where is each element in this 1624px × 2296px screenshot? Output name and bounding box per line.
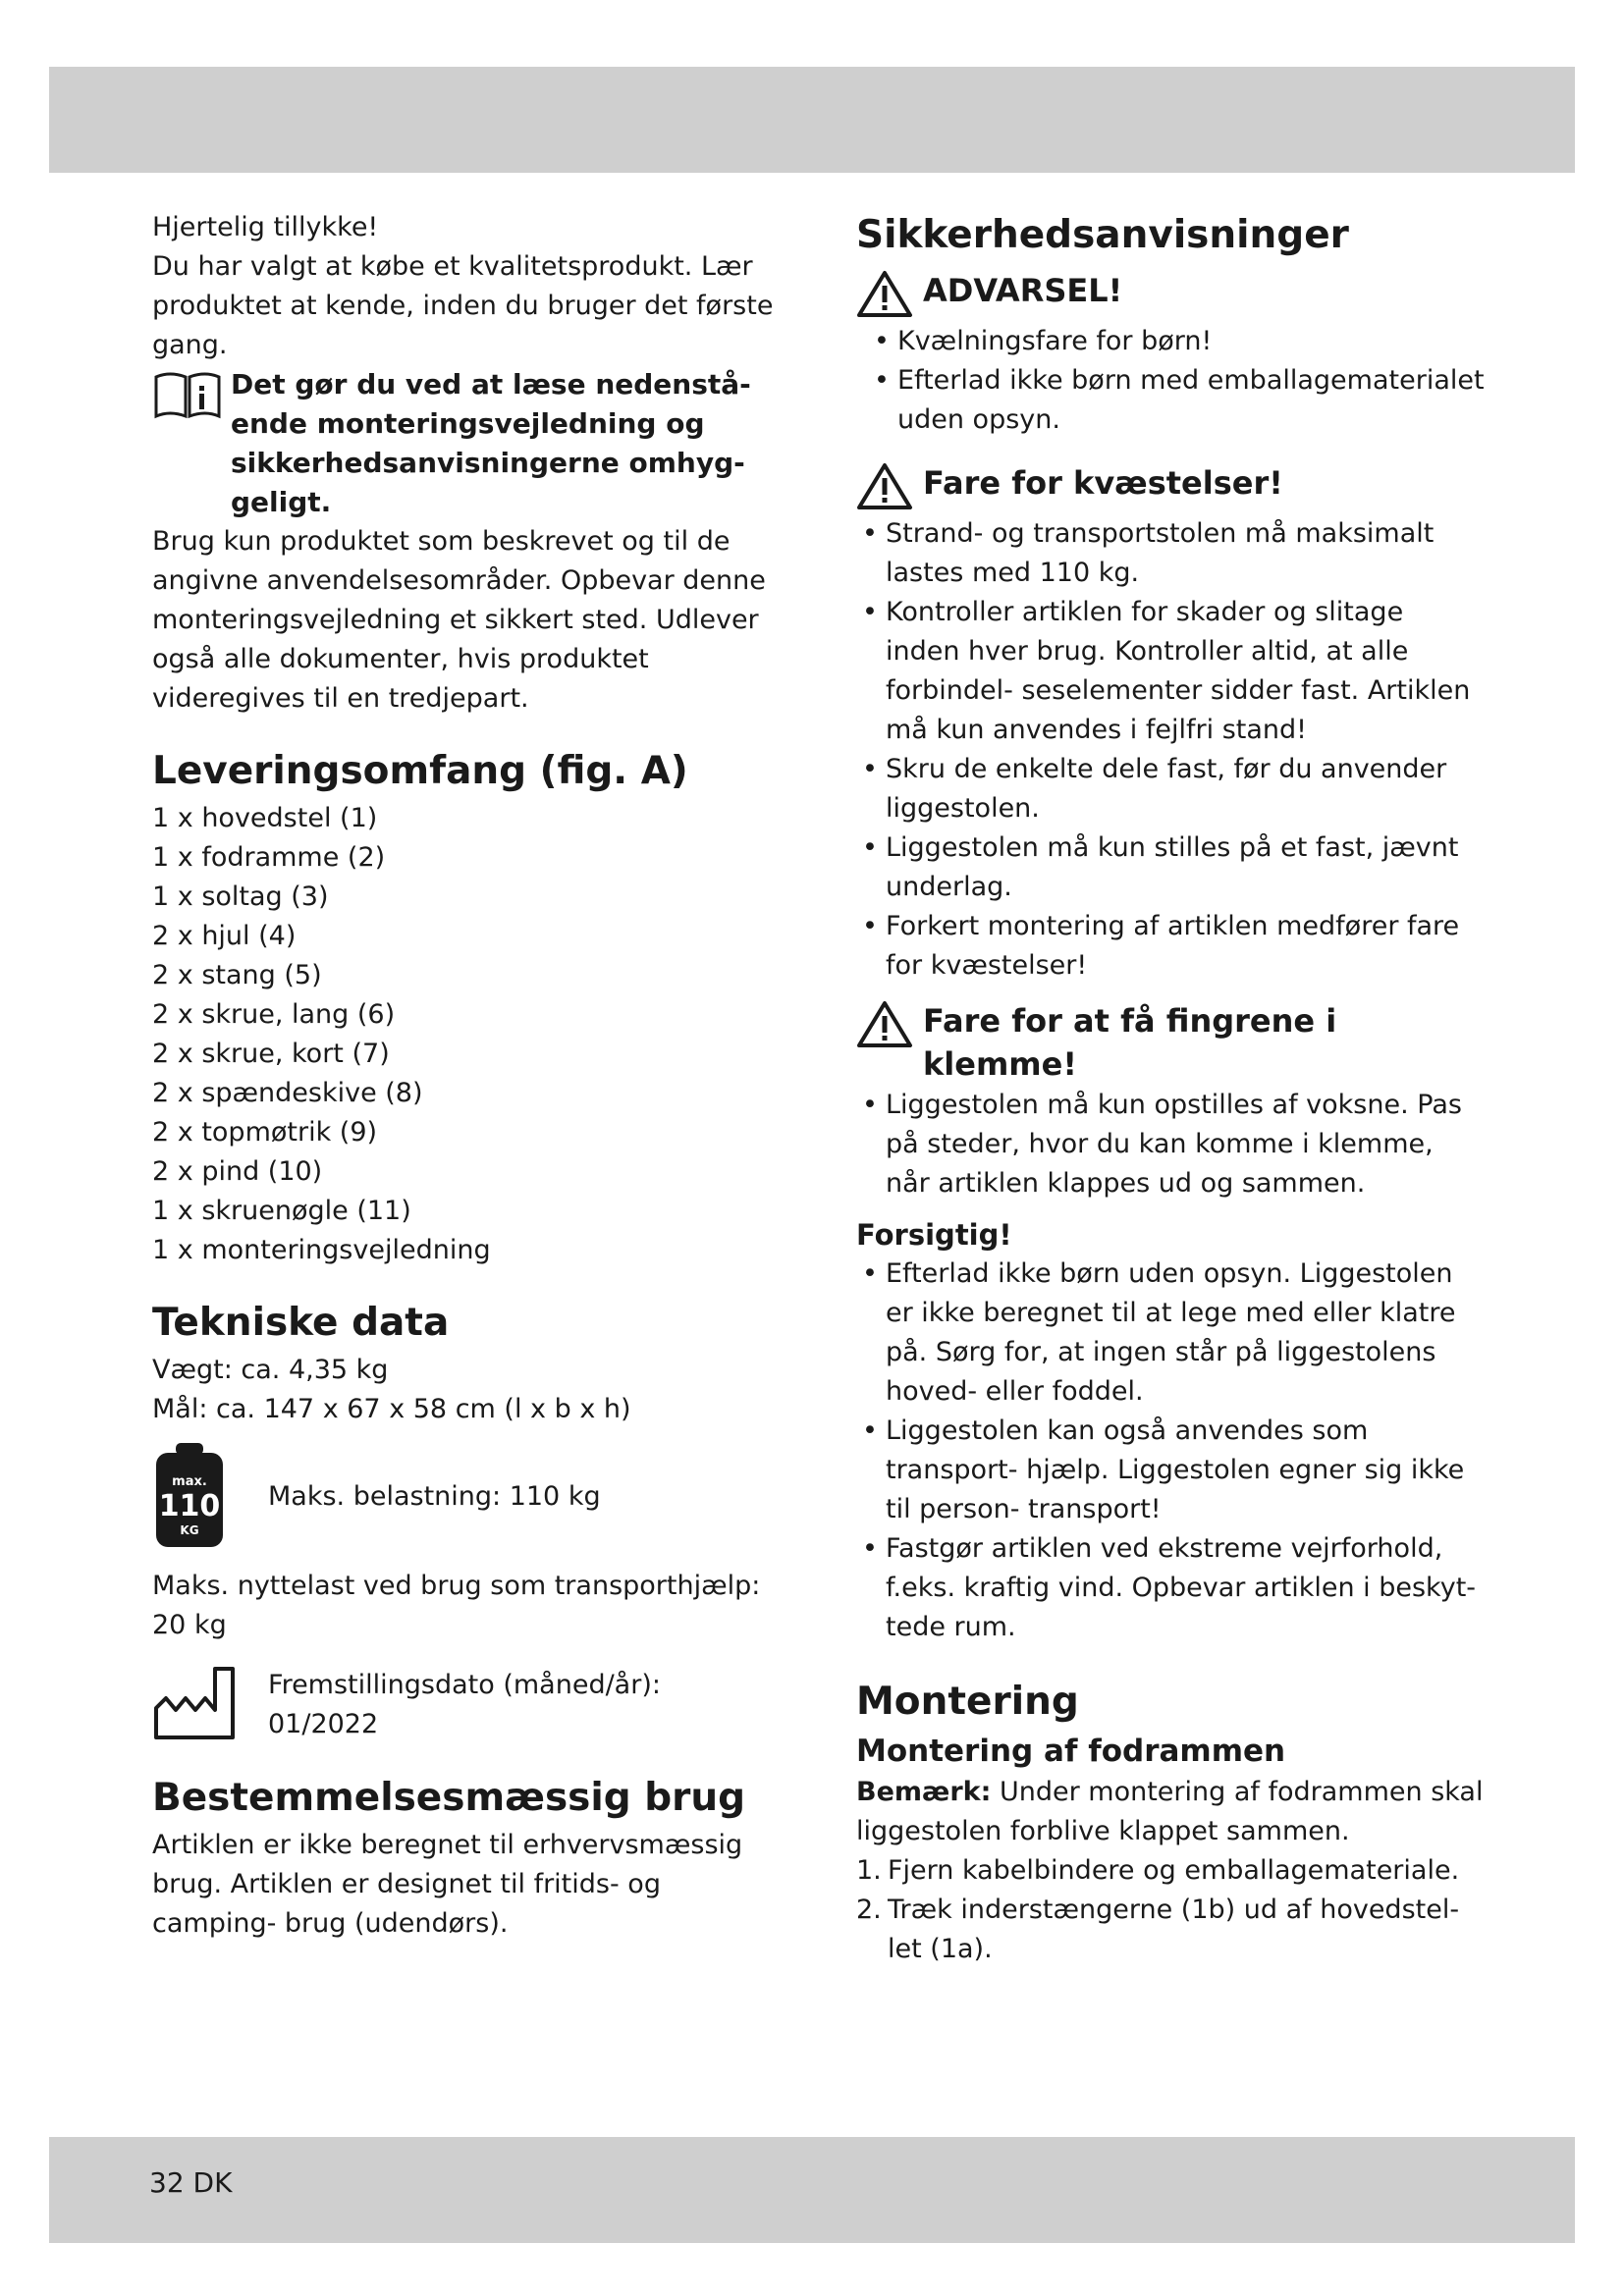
list-item: 2 x skrue, lang (6) xyxy=(152,999,396,1030)
step-text: Fjern kabelbindere og emballagemateriale. xyxy=(888,1855,1460,1886)
header-band xyxy=(49,67,1575,173)
weight-icon-top: max. xyxy=(172,1474,207,1489)
max-load-text: Maks. belastning: 110 kg xyxy=(268,1481,601,1512)
intro-text: Du har valgt at købe et kvalitetsprodukt. Lær produktet at kende, inden du bruger det første gang. xyxy=(152,251,774,360)
manual-info-icon xyxy=(152,365,231,426)
pinch-warning-block xyxy=(856,999,1485,1086)
pinch-list xyxy=(856,1086,1485,1203)
payload-text: Maks. nyttelast ved brug som transporthjælp: 20 kg xyxy=(152,1571,761,1640)
list-item: 2 x topmøtrik (9) xyxy=(152,1117,378,1148)
usage-text: Brug kun produktet som beskrevet og til de angivne anvendelsesområder. Opbevar denne monteringsvejledning et sikkert sted. Udlever også alle dokumenter, hvis produktet videregives til en tredjepart. xyxy=(152,526,766,714)
note-text: Det gør du ved at læse nedenstå- ende monteringsvejledning og sikkerhedsanvisningerne omhyg- geligt. xyxy=(231,368,751,518)
intro-greeting: Hjertelig tillykke! xyxy=(152,212,379,242)
manufacture-date-text xyxy=(268,1666,661,1744)
footer-band xyxy=(49,2137,1575,2243)
page-number: 32 DK xyxy=(149,2166,233,2199)
list-item: 2 x stang (5) xyxy=(152,960,322,990)
assembly-heading: Montering xyxy=(856,1680,1079,1724)
injury-list xyxy=(856,514,1485,986)
list-item: • Forkert montering af artiklen medfører fare for kvæstelser! xyxy=(856,907,1485,986)
weight-icon xyxy=(152,1441,268,1553)
injury-warning-block xyxy=(856,461,1485,514)
warning-title: Fare for at få fingrene i klemme! xyxy=(923,1002,1337,1083)
list-item: • Fastgør artiklen ved ekstreme vejrforhold, f.eks. kraftig vind. Opbevar artiklen i beskyt- tede rum. xyxy=(856,1529,1485,1647)
intended-use-heading: Bestemmelsesmæssig brug xyxy=(152,1776,746,1820)
list-item: • Liggestolen må kun opstilles af voksne. Pas på steder, hvor du kan komme i klemme, når artiklen klappes ud og sammen. xyxy=(856,1086,1485,1203)
list-item: • Efterlad ikke børn uden opsyn. Liggestolen er ikke beregnet til at lege med eller klatre på. Sørg for, at ingen står på liggestolens hoved- eller foddel. xyxy=(856,1255,1485,1412)
warning-block xyxy=(856,269,1485,322)
list-item: • Skru de enkelte dele fast, før du anvender liggestolen. xyxy=(856,750,1485,828)
list-item: 1 x fodramme (2) xyxy=(152,842,386,873)
note-label: Bemærk: xyxy=(856,1777,992,1807)
list-item: 1 x skruenøgle (11) xyxy=(152,1196,411,1226)
manufacture-date-row xyxy=(152,1665,781,1745)
step-number: 1. xyxy=(856,1855,882,1886)
list-item: • Strand- og transportstolen må maksimalt lastes med 110 kg. xyxy=(856,514,1485,593)
assembly-note xyxy=(856,1773,1485,1851)
list-item: 2 x pind (10) xyxy=(152,1156,323,1187)
scope-list xyxy=(152,799,781,1270)
right-column xyxy=(856,208,1485,1969)
tech-values xyxy=(152,1351,781,1429)
step-item xyxy=(856,1851,1485,1891)
list-item: 1 x soltag (3) xyxy=(152,881,329,912)
note-text: Under montering af fodrammen skal liggestolen forblive klappet sammen. xyxy=(856,1777,1484,1846)
list-item: • Kontroller artiklen for skader og slitage inden hver brug. Kontroller altid, at alle forbindel- seselementer sidder fast. Artiklen må kun anvendes i fejlfri stand! xyxy=(856,593,1485,750)
manufacture-date-icon xyxy=(152,1665,268,1745)
safety-heading: Sikkerhedsanvisninger xyxy=(856,213,1349,257)
intended-use-text: Artiklen er ikke beregnet til erhvervsmæssig brug. Artiklen er designet til fritids- og camping- brug (udendørs). xyxy=(152,1830,743,1939)
date-value: 01/2022 xyxy=(268,1709,379,1739)
list-item: 2 x hjul (4) xyxy=(152,921,297,951)
warning-title: Fare for kvæstelser! xyxy=(923,464,1283,502)
warning-title: ADVARSEL! xyxy=(923,272,1123,309)
tech-heading: Tekniske data xyxy=(152,1301,450,1345)
list-item: 2 x spændeskive (8) xyxy=(152,1078,423,1108)
caution-heading: Forsigtig! xyxy=(856,1218,1012,1252)
warning-icon xyxy=(856,461,923,514)
weight-text: Vægt: ca. 4,35 kg xyxy=(152,1355,389,1385)
caution-list xyxy=(856,1255,1485,1647)
list-item: • Kvælningsfare for børn! xyxy=(868,322,1485,361)
dimensions-text: Mål: ca. 147 x 67 x 58 cm (l x b x h) xyxy=(152,1394,631,1424)
assembly-steps xyxy=(856,1851,1485,1969)
step-item xyxy=(856,1891,1485,1969)
warning-icon xyxy=(856,269,923,322)
list-item: • Liggestolen kan også anvendes som transport- hjælp. Liggestolen egner sig ikke til person- transport! xyxy=(856,1412,1485,1529)
warning-icon xyxy=(856,999,923,1052)
info-note xyxy=(152,365,781,522)
list-item: • Efterlad ikke børn med emballagematerialet uden opsyn. xyxy=(868,361,1485,440)
step-text: Træk inderstængerne (1b) ud af hovedstel- let (1a). xyxy=(888,1895,1460,1964)
warning-list xyxy=(856,322,1485,440)
step-number: 2. xyxy=(856,1895,882,1925)
list-item: 1 x hovedstel (1) xyxy=(152,803,378,833)
max-load-row xyxy=(152,1439,781,1555)
list-item: • Liggestolen må kun stilles på et fast, jævnt underlag. xyxy=(856,828,1485,907)
list-item: 2 x skrue, kort (7) xyxy=(152,1039,390,1069)
assembly-subheading: Montering af fodrammen xyxy=(856,1734,1286,1769)
weight-icon-value: 110 xyxy=(158,1489,221,1523)
date-label: Fremstillingsdato (måned/år): xyxy=(268,1670,661,1700)
weight-icon-unit: KG xyxy=(180,1523,199,1537)
list-item: 1 x monteringsvejledning xyxy=(152,1235,491,1265)
scope-heading: Leveringsomfang (fig. A) xyxy=(152,749,688,793)
left-column xyxy=(152,208,781,1944)
